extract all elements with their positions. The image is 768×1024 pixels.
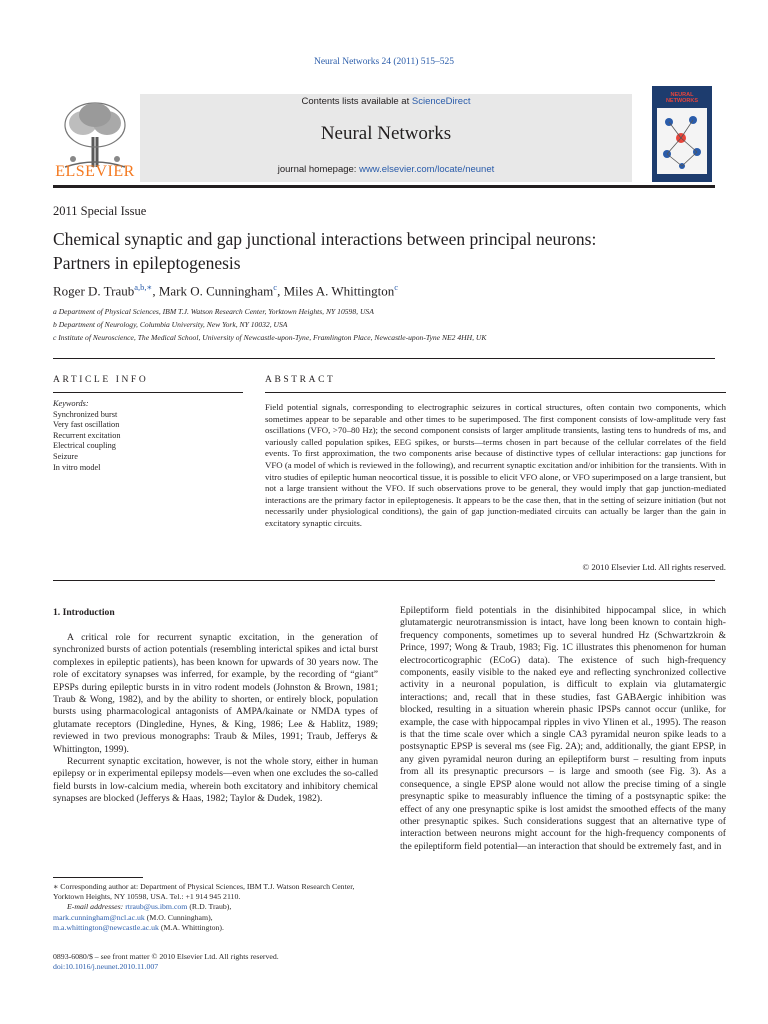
homepage-line xyxy=(140,164,632,175)
contents-line xyxy=(140,96,632,107)
journal-name: Neural Networks xyxy=(320,123,452,144)
sciencedirect-link[interactable]: ScienceDirect xyxy=(411,96,471,107)
issn-line: 0893-6080/$ – see front matter © 2010 Elsevier Ltd. All rights reserved. xyxy=(53,952,279,961)
author-list xyxy=(53,282,398,299)
contents-prefix: Contents lists available at xyxy=(301,96,410,107)
journal-cover-thumbnail[interactable] xyxy=(652,86,712,182)
email-owner: (M.A. Whittington). xyxy=(158,922,224,932)
abstract-bottom-rule xyxy=(53,580,715,581)
email-link[interactable]: rtraub@us.ibm.com xyxy=(125,902,188,912)
title-line-1: Chemical synaptic and gap junctional interactions between principal neurons: xyxy=(53,229,597,249)
email-line-3 xyxy=(53,923,378,933)
email-line-2 xyxy=(53,913,378,923)
abstract-heading: ABSTRACT xyxy=(265,375,336,385)
corresponding-note: ∗ Corresponding author at: Department of Physical Sciences, IBM T.J. Watson Research Center, Yorktown Heights, NY 10598, USA. Tel.: +1 914 945 2110. xyxy=(53,882,355,902)
keywords-block xyxy=(53,399,243,473)
header-rule xyxy=(53,185,715,188)
introduction-heading: 1. Introduction xyxy=(53,607,115,618)
doi-link[interactable]: doi:10.1016/j.neunet.2010.11.007 xyxy=(53,962,159,972)
affiliation-c: c Institute of Neuroscience, The Medical School, University of Newcastle-upon-Tyne, Framlington Place, Newcastle-upon-Tyne NE2 4HH, UK xyxy=(53,333,487,342)
article-title xyxy=(53,227,723,275)
cover-network-graphic xyxy=(657,108,707,174)
abstract-rule xyxy=(265,392,726,393)
footnote-rule xyxy=(53,877,143,878)
journal-citation[interactable]: Neural Networks 24 (2011) 515–525 xyxy=(313,57,454,67)
keyword: Recurrent excitation xyxy=(53,430,121,440)
homepage-prefix: journal homepage: xyxy=(277,164,357,175)
keywords-label: Keywords: xyxy=(53,399,89,408)
author-name[interactable]: Miles A. Whittington xyxy=(283,283,395,299)
special-issue-label: 2011 Special Issue xyxy=(53,204,147,218)
right-paragraph-1: Epileptiform field potentials in the disinhibited hippocampal slice, in which glutamatergic neurotransmission is intact, have long been known to contain high-frequency components, sometimes up to several hundred Hz (Schwartzkroin & Prince, 1997; Wong & Traub, 1983; Fig. 1C illustrates this phenomenon for human electrocorticographic (ECoG) data). The existence of such high-frequency components, easily visible to the naked eye and reflecting synchronized collective activity in a neuronal population, is difficult to explain via glutamatergic interactions; and, recall that in these studies, fast GABAergic inhibition was blocked, resulting in a situation wherein phasic IPSPs cannot occur (unlike, for example, the case with hippocampal ripples in vivo Ylinen et al., 1995). The reason is that the time scale over which a single CA3 pyramidal neuron spike leads to a postsynaptic EPSP is several ms (see Fig. 2A); and, additionally, the giant EPSP, in any given pyramidal neuron during an epileptiform burst – resulting from inputs from all its presynaptic precursors – is large and smooth (see Fig. 3). As a consequence, a single EPSP alone would not allow the precise timing of a single presynaptic spike to measurably influence the timing of a postsynaptic spike: the effect of any one presynaptic spike is lost amidst the smoothed effects of the many other presynaptic spikes. Such considerations suggest that an alternative type of interaction between neurons might account for the high-frequency components of the epileptiform field potential—an interaction that should be extremely fast, and in xyxy=(400,605,726,852)
intro-paragraph-2: Recurrent synaptic excitation, however, is not the whole story, either in human epilepsy or in experimental epilepsy models—even when one excludes the so-called field bursts in low-calcium media, wherein both excitatory and inhibitory chemical synapses are blocked (Jefferys & Haas, 1982; Taylor & Dudek, 1982). xyxy=(53,756,378,805)
intro-right-column xyxy=(400,605,726,853)
keyword: Synchronized burst xyxy=(53,409,118,419)
email-owner: (R.D. Traub), xyxy=(187,902,232,912)
abstract-text: Field potential signals, corresponding to electrographic seizures in cortical structures, often contain two components, which sometimes appear to be separable and other times to be superimposed. The first component consists of low-amplitude very fast oscillations (VFO, >70–80 Hz); the second component consists of larger amplitude transients, lasting tens to hundreds of ms, and variously called population spikes, EEG spikes, or bursts—terms chosen in part because of the cellular correlates of the field events. To first approximation, the two components arise because of distinctive types of cellular interactions: gap junctions for VFO (a model of which is reviewed in the following), and recurrent synaptic excitation and/or inhibition for the transients. With in vitro studies of epileptic human neocortical tissue, it is possible to elicit VFO alone, or VFO superimposed on a large transient, but not a large transient without the VFO. If such observations prove to be general, they would imply that gap junction-mediated interactions are the primary factor in epileptogenesis. It appears to be the case then, that in the setting of seizure initiation (but not necessarily under physiological conditions), the gain of gap junction-mediated circuits can actually be larger than the gain in excitatory synaptic circuits. xyxy=(265,402,726,528)
cover-title: NEURAL NETWORKS xyxy=(665,92,699,104)
affiliation-b: b Department of Neurology, Columbia University, New York, NY 10032, USA xyxy=(53,320,288,329)
keyword: In vitro model xyxy=(53,462,101,472)
elsevier-wordmark: ELSEVIER xyxy=(55,163,135,180)
author-name[interactable]: Roger D. Traub xyxy=(53,283,135,299)
email-link[interactable]: mark.cunningham@ncl.ac.uk xyxy=(53,912,145,922)
author-separator: , xyxy=(277,283,284,299)
intro-paragraph-1: A critical role for recurrent synaptic excitation, in the generation of synchronized bursts of action potentials (resembling interictal spikes and ictal burst complexes in epileptic patients), has been known for upwards of 30 years now. The role of excitatory synapses was inferred, for example, by the recording of “giant” EPSPs during epileptic bursts in in vitro rodent models (Johnston & Brown, 1981; Traub & Wong, 1982), and by the ability to shorten, or entirely block, population bursts using pharmacological antagonists of AMPA/kainate or NMDA types of glutamate receptors (Dingledine, Hynes, & King, 1986; Lee & Hablitz, 1989; reviewed in two previous monographs: Traub & Miles, 1991; Traub, Jefferys & Whittington, 1999). xyxy=(53,632,378,755)
author-affil-marker[interactable]: c xyxy=(394,282,398,292)
keyword: Very fast oscillation xyxy=(53,420,120,430)
author-name[interactable]: Mark O. Cunningham xyxy=(158,283,274,299)
keyword: Seizure xyxy=(53,451,78,461)
article-info-rule xyxy=(53,392,243,393)
affiliation-a: a Department of Physical Sciences, IBM T.J. Watson Research Center, Yorktown Heights, NY 10598, USA xyxy=(53,307,374,316)
email-link[interactable]: m.a.whittington@newcastle.ac.uk xyxy=(53,922,159,932)
abstract-copyright: © 2010 Elsevier Ltd. All rights reserved. xyxy=(582,562,726,572)
corresponding-author-footnote xyxy=(53,882,378,933)
keyword: Electrical coupling xyxy=(53,441,116,451)
homepage-link[interactable]: www.elsevier.com/locate/neunet xyxy=(359,164,495,175)
email-label: E-mail addresses: xyxy=(67,902,124,912)
email-owner: (M.O. Cunningham), xyxy=(144,912,213,922)
email-line-1 xyxy=(53,902,378,912)
title-line-2: Partners in epileptogenesis xyxy=(53,253,241,273)
author-affil-marker[interactable]: c xyxy=(273,282,278,292)
section-rule xyxy=(53,358,715,359)
article-info-heading: ARTICLE INFO xyxy=(53,375,149,385)
intro-left-column xyxy=(53,632,378,806)
author-separator: , xyxy=(152,283,159,299)
issn-doi-block xyxy=(53,952,279,972)
author-affil-marker[interactable]: a,b,∗ xyxy=(134,282,153,292)
